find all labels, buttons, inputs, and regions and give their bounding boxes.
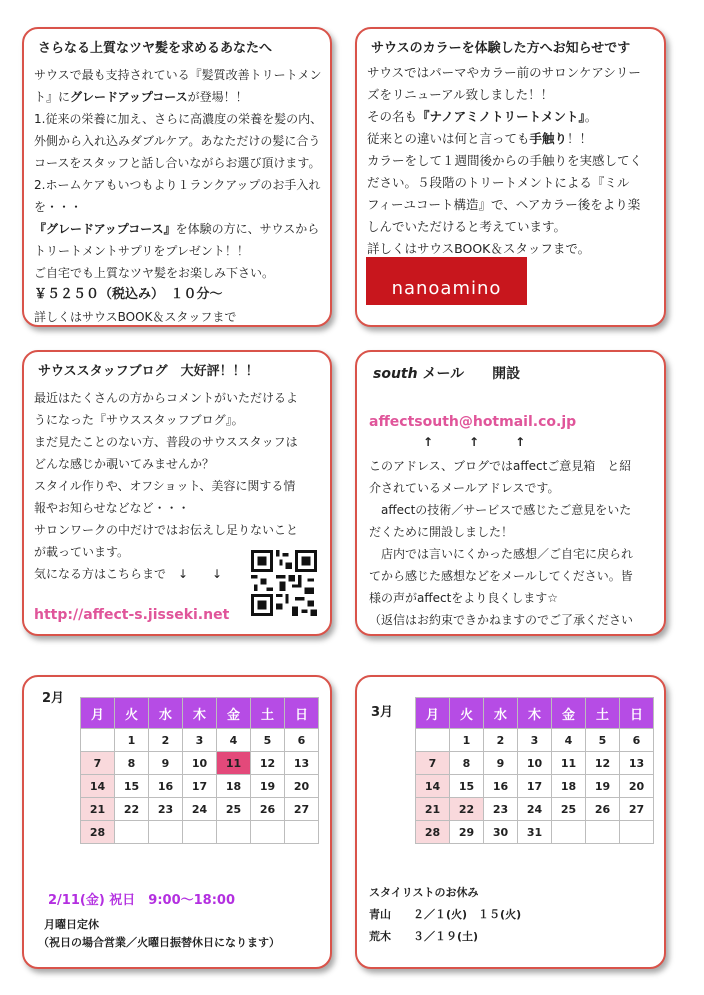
stylist-holiday: 青山 ２／１(火) １５(火) [369, 908, 522, 921]
text-line: 店内では言いにくかった感想／ご自宅に戻られ [369, 547, 634, 561]
text-line: サウスで最も支持されている『髪質改善トリートメン [34, 68, 322, 82]
calendar-day: 6 [620, 729, 654, 752]
text-line: が載っています。 [34, 545, 130, 559]
calendar-day: 3 [183, 729, 217, 752]
text-line: その名も『ナノアミノトリートメント』。 [367, 109, 598, 124]
calendar-day [81, 729, 115, 752]
text-line: どんな感じか覗いてみませんか？ [34, 457, 215, 471]
calendar-day: 6 [285, 729, 319, 752]
arrows: ↑ ↑ ↑ [423, 435, 526, 449]
calendar-day: 13 [620, 752, 654, 775]
calendar-day: 28 [416, 821, 450, 844]
calendar-day: 7 [81, 752, 115, 775]
calendar-day: 22 [115, 798, 149, 821]
text-line: 介されているメールアドレスです。 [369, 481, 560, 495]
calendar-day: 5 [586, 729, 620, 752]
weekday-header: 水 [484, 698, 518, 729]
weekday-header: 火 [450, 698, 484, 729]
text-line: トリートメントサプリをプレゼント！！ [34, 244, 249, 258]
grade-up-course-card [22, 27, 332, 327]
stylist-holiday: 荒木 ３／１９(土) [369, 930, 479, 943]
closed-day-note: （祝日の場合営業／火曜日振替休日になります） [38, 936, 280, 949]
blog-link[interactable]: http://affect-s.jisseki.net [34, 607, 230, 623]
calendar-day: 28 [81, 821, 115, 844]
calendar-day: 1 [115, 729, 149, 752]
calendar-day: 4 [217, 729, 251, 752]
text-line: 外側から入れ込みダブルケア。あなただけの髪に合う [34, 134, 321, 148]
weekday-header: 土 [251, 698, 285, 729]
calendar-day: 5 [251, 729, 285, 752]
calendar-day: 20 [285, 775, 319, 798]
calendar-day [620, 821, 654, 844]
february-calendar [80, 697, 319, 844]
email-link[interactable]: affectsouth@hotmail.co.jp [369, 414, 577, 430]
calendar-day: 8 [115, 752, 149, 775]
calendar-day: 8 [450, 752, 484, 775]
card-title: サウススタッフブログ 大好評！！！ [38, 364, 259, 379]
calendar-day: 16 [149, 775, 183, 798]
weekday-header: 日 [285, 698, 319, 729]
calendar-day: 15 [115, 775, 149, 798]
text-line: 報やお知らせなどなど・・・ [34, 501, 190, 515]
text-line: affectの技術／サービスで感じたご意見をいた [369, 503, 632, 517]
calendar-day: 4 [552, 729, 586, 752]
calendar-day: 14 [81, 775, 115, 798]
calendar-day: 20 [620, 775, 654, 798]
text-line: ださい。５段階のトリートメントによる『ミル [367, 175, 630, 190]
calendar-day: 14 [416, 775, 450, 798]
calendar-day: 12 [586, 752, 620, 775]
calendar-day: 17 [183, 775, 217, 798]
qr-code-icon[interactable] [250, 550, 318, 616]
calendar-day: 30 [484, 821, 518, 844]
calendar-day [149, 821, 183, 844]
weekday-header: 木 [518, 698, 552, 729]
calendar-day [251, 821, 285, 844]
calendar-day: 19 [251, 775, 285, 798]
calendar-day: 3 [518, 729, 552, 752]
text-line: まだ見たことのない方、普段のサウススタッフは [34, 435, 298, 449]
text-line: フィーユコート構造』で、ヘアカラー後をより楽 [367, 197, 641, 212]
emphasis: グレードアップコース [70, 90, 188, 104]
calendar-day: 18 [552, 775, 586, 798]
text-line: 最近はたくさんの方からコメントがいただけるよ [34, 391, 299, 405]
text-line: 気になる方はこちらまで ↓ ↓ [34, 567, 223, 581]
text-line: 様の声がaffectをより良くします☆ [369, 591, 559, 605]
calendar-day: 12 [251, 752, 285, 775]
calendar-day: 26 [586, 798, 620, 821]
calendar-day: 23 [484, 798, 518, 821]
calendar-day: 1 [450, 729, 484, 752]
calendar-day: 13 [285, 752, 319, 775]
text-line: ズをリニューアル致しました！！ [367, 87, 554, 102]
text-line: ご自宅でも上質なツヤ髪をお楽しみ下さい。 [34, 266, 275, 280]
calendar-day [115, 821, 149, 844]
card-title: さらなる上質なツヤ髪を求めるあなたへ [38, 41, 273, 56]
calendar-day: 2 [484, 729, 518, 752]
card-title: サウスのカラーを体験した方へお知らせです [371, 41, 631, 56]
calendar-day: 26 [251, 798, 285, 821]
calendar-day: 17 [518, 775, 552, 798]
text-line: サロンワークの中だけではお伝えし足りないこと [34, 523, 299, 537]
calendar-day: 2 [149, 729, 183, 752]
text-line: 詳しくはサウスBOOK＆スタッフまで [34, 310, 237, 324]
calendar-day: 21 [416, 798, 450, 821]
text-line: てから感じた感想などをメールしてください。皆 [369, 569, 633, 583]
calendar-day: 21 [81, 798, 115, 821]
weekday-header: 土 [586, 698, 620, 729]
calendar-day: 24 [518, 798, 552, 821]
calendar-day: 22 [450, 798, 484, 821]
text-line: 従来との違いは何と言っても手触り！！ [367, 131, 593, 146]
calendar-day: 24 [183, 798, 217, 821]
text-line: 詳しくはサウスBOOK＆スタッフまで。 [367, 241, 591, 256]
calendar-day: 31 [518, 821, 552, 844]
weekday-header: 水 [149, 698, 183, 729]
weekday-header: 金 [217, 698, 251, 729]
march-calendar [415, 697, 654, 844]
weekday-header: 月 [416, 698, 450, 729]
calendar-day [285, 821, 319, 844]
holiday-notice: 2/11(金) 祝日 9:00～18:00 [48, 893, 236, 908]
calendar-day: 9 [484, 752, 518, 775]
text-line: を・・・ [34, 200, 83, 214]
calendar-day: 27 [285, 798, 319, 821]
calendar-day: 9 [149, 752, 183, 775]
text-line: コースをスタッフと話し合いながらお選び頂けます。 [34, 156, 321, 170]
calendar-day: 11 [217, 752, 251, 775]
text-line: カラーをして１週間後からの手触りを実感してく [367, 153, 643, 168]
calendar-day: 25 [552, 798, 586, 821]
calendar-day: 10 [518, 752, 552, 775]
text-line: しんでいただけると考えています。 [367, 219, 567, 234]
calendar-day [183, 821, 217, 844]
text-line: ト』にグレードアップコースが登場！！ [34, 90, 248, 104]
calendar-day [416, 729, 450, 752]
calendar-day: 15 [450, 775, 484, 798]
weekday-header: 木 [183, 698, 217, 729]
text-line: だくために開設しました！ [369, 525, 514, 539]
text-line: うになった『サウススタッフブログ』。 [34, 413, 244, 427]
weekday-header: 日 [620, 698, 654, 729]
weekday-header: 火 [115, 698, 149, 729]
nanoamino-logo: nanoamino [366, 257, 527, 305]
calendar-day: 18 [217, 775, 251, 798]
month-label: 3月 [371, 705, 394, 720]
south-mail-card [355, 350, 666, 636]
weekday-header: 月 [81, 698, 115, 729]
weekday-header: 金 [552, 698, 586, 729]
calendar-day: 16 [484, 775, 518, 798]
calendar-day: 23 [149, 798, 183, 821]
text-line: サウスではパーマやカラー前のサロンケアシリー [367, 65, 641, 80]
calendar-day: 10 [183, 752, 217, 775]
text-line: このアドレス、ブログではaffectご意見箱 と紹 [369, 459, 632, 473]
text-line: （返信はお約束できかねますのでご了承ください [369, 613, 634, 627]
calendar-day [586, 821, 620, 844]
calendar-day: 27 [620, 798, 654, 821]
month-label: 2月 [42, 691, 65, 706]
march-calendar-card [355, 675, 666, 969]
text-line: 『グレードアップコース』を体験の方に、サウスから [34, 222, 320, 236]
text-line: スタイル作りや、オフショット、美容に関する情 [34, 479, 296, 493]
calendar-day: 11 [552, 752, 586, 775]
price: ￥５２５０（税込み） １０分～ [34, 287, 223, 302]
stylist-holiday-title: スタイリストのお休み [369, 886, 479, 899]
calendar-day: 25 [217, 798, 251, 821]
closed-day: 月曜日定休 [44, 918, 99, 931]
text-line: 1.従来の栄養に加え、さらに高濃度の栄養を髪の内、 [34, 112, 323, 126]
calendar-day [552, 821, 586, 844]
february-calendar-card [22, 675, 332, 969]
calendar-day: 7 [416, 752, 450, 775]
text-line: 2.ホームケアもいつもより１ランクアップのお手入れ [34, 178, 321, 192]
calendar-day: 19 [586, 775, 620, 798]
card-title: south メール 開設 [373, 366, 521, 382]
calendar-day: 29 [450, 821, 484, 844]
calendar-day [217, 821, 251, 844]
